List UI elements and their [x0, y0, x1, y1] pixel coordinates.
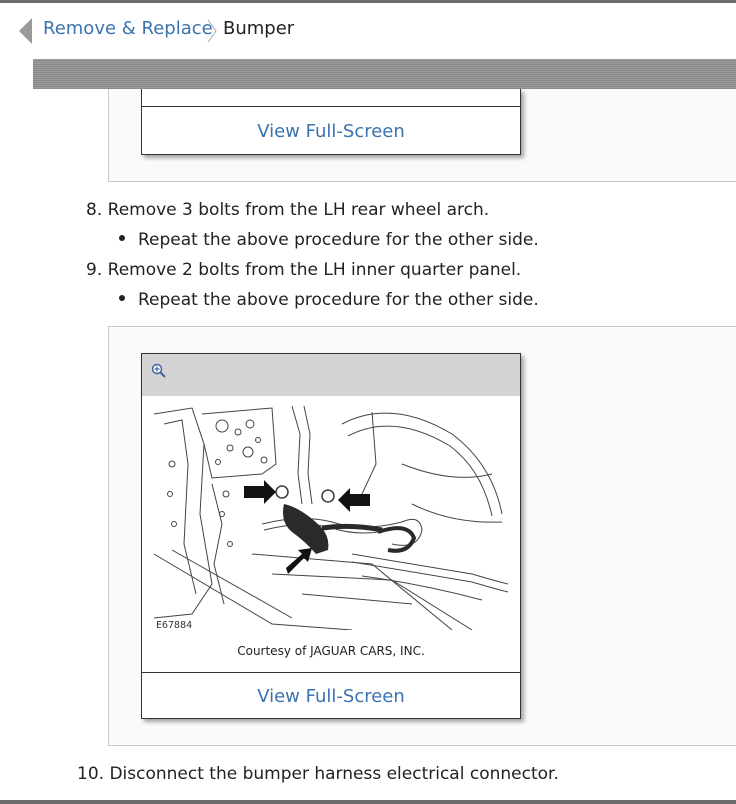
- view-fullscreen-link[interactable]: View Full-Screen: [257, 121, 405, 142]
- card-divider: [142, 106, 520, 107]
- bullet-dot: [119, 295, 125, 301]
- back-chevron-icon[interactable]: [16, 16, 36, 46]
- figure-caption: Courtesy of JAGUAR CARS, INC.: [237, 644, 425, 658]
- step-number: 10.: [77, 764, 105, 784]
- zoom-in-icon[interactable]: [151, 363, 167, 379]
- step-text: Remove 2 bolts from the LH inner quarter panel.: [107, 260, 522, 280]
- chevron-right-icon: [206, 18, 218, 44]
- step-9: [86, 260, 521, 280]
- view-fullscreen-link[interactable]: View Full-Screen: [257, 686, 405, 707]
- bullet-text: Repeat the above procedure for the other side.: [138, 230, 539, 250]
- bullet-text: Repeat the above procedure for the other side.: [138, 290, 539, 310]
- step-number: 8.: [86, 200, 103, 220]
- step-9-bullet: [119, 290, 539, 310]
- top-border: [0, 0, 736, 3]
- breadcrumb: [0, 10, 736, 50]
- section-header-bar: [33, 59, 736, 89]
- step-8-bullet: [119, 230, 539, 250]
- figure-id-label: E67884: [156, 620, 193, 630]
- step-8: [86, 200, 489, 220]
- figure-card: [141, 353, 521, 719]
- wheel-arch-bolt-illustration: [152, 404, 508, 630]
- bullet-dot: [119, 235, 125, 241]
- breadcrumb-link-remove-replace[interactable]: Remove & Replace: [43, 18, 213, 39]
- card-divider: [142, 672, 520, 673]
- step-text: Remove 3 bolts from the LH rear wheel arch.: [107, 200, 490, 220]
- step-number: 9.: [86, 260, 103, 280]
- figure-card-top: [141, 89, 521, 155]
- figure-toolbar: [142, 354, 520, 396]
- step-10: [77, 764, 559, 784]
- breadcrumb-current: Bumper: [223, 18, 295, 39]
- bottom-border: [0, 800, 736, 804]
- step-text: Disconnect the bumper harness electrical connector.: [109, 764, 559, 784]
